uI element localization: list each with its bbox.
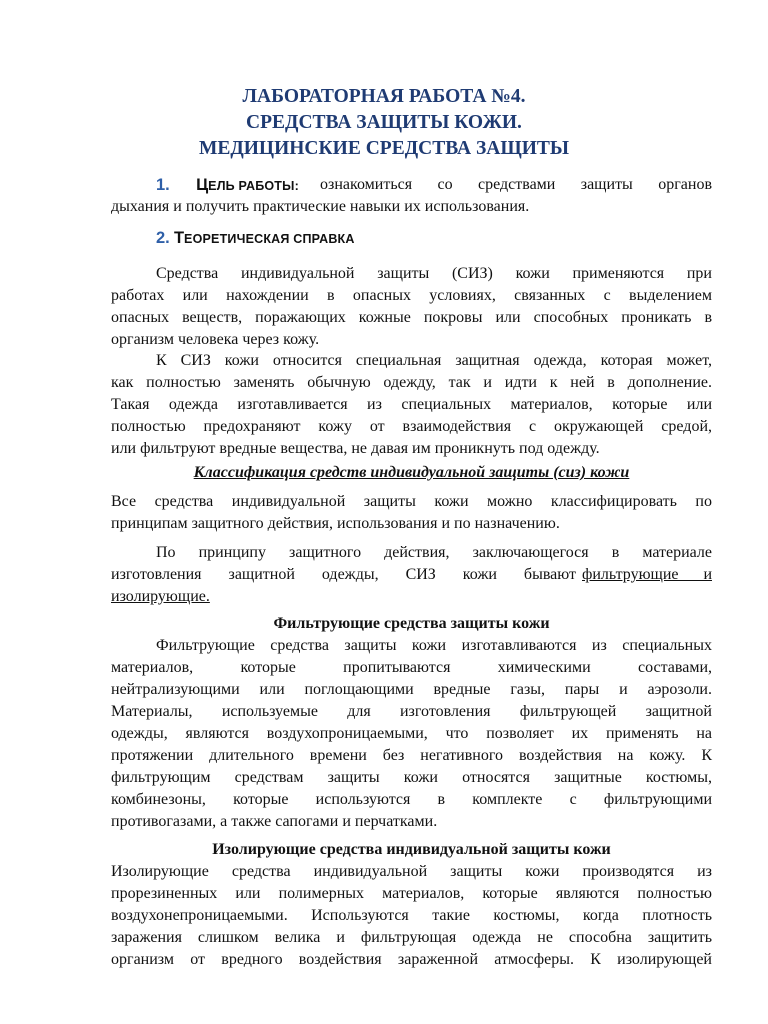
para1-line: Средства индивидуальной защиты (СИЗ) кожи применяются при xyxy=(156,265,712,282)
para1-line: работах или нахождении в опасных условиях, связанных с выделением xyxy=(111,287,712,304)
section1-text-line1 xyxy=(320,173,712,196)
para5-line: Фильтрующие средства защиты кожи изготавливаются из специальных xyxy=(156,637,712,654)
para5-line: фильтрующим средствам защиты кожи относятся защитные костюмы, xyxy=(111,769,712,786)
section2-heading xyxy=(156,227,355,250)
para4-line: изготовления защитной одежды, СИЗ кожи бывают фильтрующие и xyxy=(111,563,712,586)
section1-text: ознакомиться со средствами защиты органов xyxy=(320,176,712,193)
para2-line: полностью предохраняют кожу от взаимодействия с окружающей средой, xyxy=(111,418,712,435)
section1-label: ЕЛЬ РАБОТЫ: xyxy=(208,179,299,193)
para5-line: нейтрализующими или поглощающими вредные газы, пары и аэрозоли. xyxy=(111,681,712,698)
para2-line: или фильтруют вредные вещества, не давая им проникнуть под одежду. xyxy=(111,440,600,457)
filtering-insulating-term: фильтрующие и xyxy=(582,566,712,583)
isolating-heading: Изолирующие средства индивидуальной защиты кожи xyxy=(212,841,611,858)
para6-line: Изолирующие средства индивидуальной защиты кожи производятся из xyxy=(111,863,712,880)
section2-label: ЕОРЕТИЧЕСКАЯ СПРАВКА xyxy=(184,232,355,246)
para6-line: воздухонепроницаемыми. Используются такие костюмы, когда плотность xyxy=(111,907,712,924)
section1-number: 1. xyxy=(156,176,170,194)
para5-line: протяжении длительного времени без негативного воздействия на кожу. К xyxy=(111,747,712,764)
para6-line: прорезиненных или полимерных материалов, которые являются полностью xyxy=(111,885,712,902)
para4-line: По принципу защитного действия, заключающегося в материале xyxy=(156,544,712,561)
lab-title-line2: СРЕДСТВА ЗАЩИТЫ КОЖИ. xyxy=(246,112,522,133)
para5-line: комбинезоны, которые используются в комплекте с фильтрующими xyxy=(111,791,712,808)
para2-line: как полностью заменять обычную одежду, так и идти к ней в дополнение. xyxy=(111,374,712,391)
section2-number: 2. xyxy=(156,229,170,247)
para5-line: материалов, которые пропитываются химическими составами, xyxy=(111,659,712,676)
para4-line: изолирующие. xyxy=(111,588,210,605)
filtering-heading: Фильтрующие средства защиты кожи xyxy=(273,615,550,632)
para5-line: одежды, являются воздухопроницаемыми, что позволяет их применять на xyxy=(111,725,712,742)
lab-title-line3: МЕДИЦИНСКИЕ СРЕДСТВА ЗАЩИТЫ xyxy=(198,138,570,159)
para6-line: заражения слишком велика и фильтрующая одежда не способна защитить xyxy=(111,929,712,946)
section1-text-line2: дыхания и получить практические навыки их использования. xyxy=(111,198,530,215)
para2-line: К СИЗ кожи относится специальная защитная одежда, которая может, xyxy=(156,352,712,369)
para3-line: принципам защитного действия, использования и по назначению. xyxy=(111,515,560,532)
para2-line: Такая одежда изготавливается из специальных материалов, которые или xyxy=(111,396,712,413)
section1-label-cap: Ц xyxy=(196,176,209,194)
para5-line: противогазами, а также сапогами и перчатками. xyxy=(111,813,438,830)
lab-title-line1: ЛАБОРАТОРНАЯ РАБОТА №4. xyxy=(242,86,526,107)
para5-line: Материалы, используемые для изготовления фильтрующей защитной xyxy=(111,703,712,720)
para6-line: организм от вредного воздействия зараженной атмосферы. К изолирующей xyxy=(111,951,712,968)
para3-line: Все средства индивидуальной защиты кожи можно классифицировать по xyxy=(111,493,712,510)
section1-heading xyxy=(156,174,299,197)
section2-label-cap: Т xyxy=(173,229,185,247)
para1-line: организм человека через кожу. xyxy=(111,331,320,348)
classification-heading: Классификация средств индивидуальной защиты (сиз) кожи xyxy=(193,464,630,481)
para1-line: опасных веществ, поражающих кожные покровы или способных проникать в xyxy=(111,309,712,326)
